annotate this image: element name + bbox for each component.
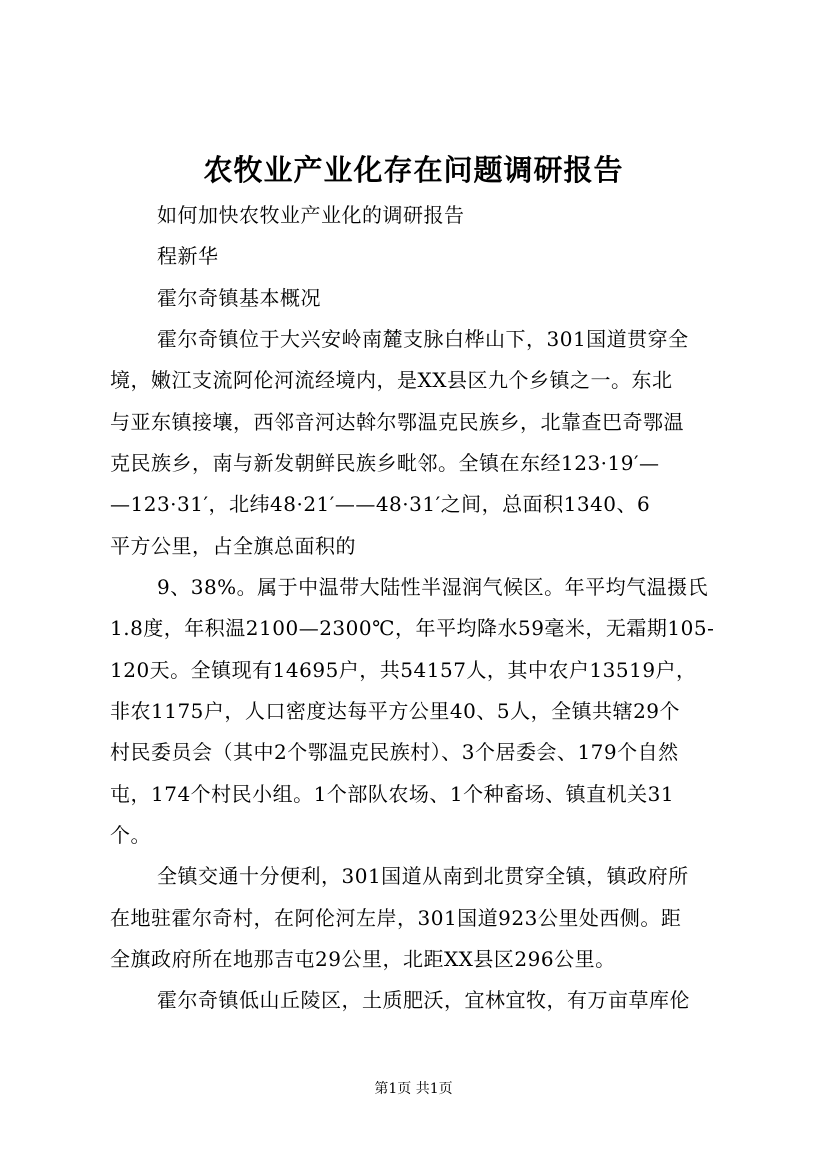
paragraph-line: 全旗政府所在地那吉屯29公里，北距XX县区296公里。 <box>110 947 616 971</box>
document-title: 农牧业产业化存在问题调研报告 <box>203 153 624 187</box>
paragraph-line: 在地驻霍尔奇村，在阿伦河左岸，301国道923公里处西侧。距 <box>110 906 682 930</box>
paragraph-line: —123·31′，北纬48·21′——48·31′之间，总面积1340、6 <box>110 492 651 516</box>
paragraph-line: 120天。全镇现有14695户，共54157人，其中农户13519户， <box>110 658 697 682</box>
paragraph-line: 程新华 <box>157 244 219 268</box>
paragraph-line: 非农1175户，人口密度达每平方公里40、5人，全镇共辖29个 <box>110 699 681 723</box>
paragraph-line: 霍尔奇镇位于大兴安岭南麓支脉白桦山下，301国道贯穿全 <box>157 327 689 351</box>
paragraph-line: 屯，174个村民小组。1个部队农场、1个种畜场、镇直机关31 <box>110 782 675 806</box>
paragraph-line: 霍尔奇镇基本概况 <box>157 286 321 310</box>
page-footer: 第1页 共1页 <box>374 1081 453 1097</box>
paragraph-line: 全镇交通十分便利，301国道从南到北贯穿全镇，镇政府所 <box>157 864 689 888</box>
paragraph-line: 克民族乡，南与新发朝鲜民族乡毗邻。全镇在东经123·19′— <box>110 451 660 475</box>
paragraph-line: 村民委员会（其中2个鄂温克民族村）、3个居委会、179个自然 <box>110 740 679 764</box>
paragraph-line: 如何加快农牧业产业化的调研报告 <box>157 203 465 227</box>
paragraph-line: 境，嫩江支流阿伦河流经境内，是XX县区九个乡镇之一。东北 <box>110 368 673 392</box>
paragraph-line: 个。 <box>110 823 151 847</box>
paragraph-line: 9、38%。属于中温带大陆性半湿润气候区。年平均气温摄氏 <box>157 575 709 599</box>
paragraph-line: 平方公里，占全旗总面积的 <box>110 534 356 558</box>
paragraph-line: 1.8度，年积温2100—2300℃，年平均降水59毫米，无霜期105- <box>110 616 715 640</box>
paragraph-line: 与亚东镇接壤，西邻音河达斡尔鄂温克民族乡，北靠查巴奇鄂温 <box>110 410 684 434</box>
paragraph-line: 霍尔奇镇低山丘陵区，土质肥沃，宜林宜牧，有万亩草库伦 <box>157 988 690 1012</box>
